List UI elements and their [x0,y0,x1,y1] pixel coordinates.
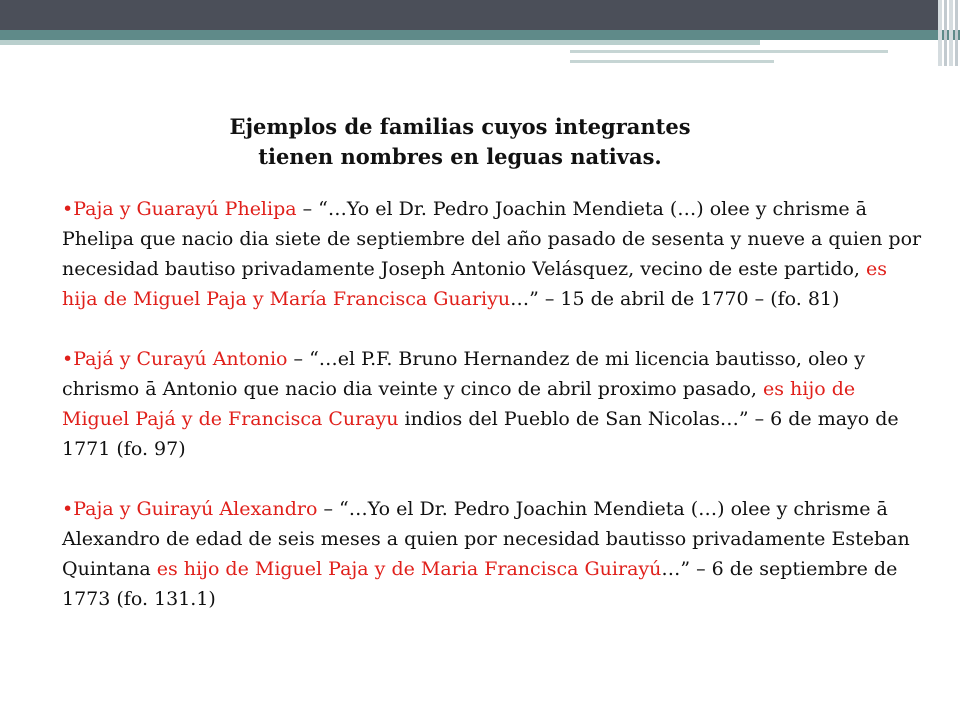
entry-name: Paja y Guirayú Alexandro [73,498,318,520]
entry-citation: …” – 15 de abril de 1770 – (fo. 81) [510,288,840,310]
bullet-icon: • [62,198,74,220]
list-item [62,194,922,314]
bullet-icon: • [62,498,74,520]
title-line-1: Ejemplos de familias cuyos integrantes [229,114,691,139]
entry-name: Pajá y Curayú Antonio [73,348,288,370]
entries-list [62,194,922,644]
entry-text: – “…el P.F. Bruno Hernandez de mi licencia bautisso, oleo y chrismo ā Antonio que nacio dia veinte y cinco de abril proximo pasado, [62,348,865,400]
header-accent-line-short [570,60,774,63]
entry-name: Paja y Guarayú Phelipa [73,198,297,220]
entry-citation: …” – 6 de septiembre de 1773 (fo. 131.1) [62,558,898,610]
header-dark-bar [0,0,940,30]
entry-highlight: es hijo de Miguel Pajá y de Francisca Curayu [62,378,856,430]
list-item [62,494,922,614]
header-accent-line [570,50,888,53]
entry-citation: indios del Pueblo de San Nicolas…” – 6 de mayo de 1771 (fo. 97) [62,408,899,460]
entry-highlight: es hijo de Miguel Paja y de Maria Francisca Guirayú [156,558,662,580]
corner-decoration [938,0,960,66]
slide-title [150,112,770,172]
header-teal-bar [0,30,960,40]
title-line-2: tienen nombres en leguas nativas. [258,144,662,169]
entry-highlight: es hija de Miguel Paja y María Francisca Guariyu [62,258,888,310]
entry-text: – “…Yo el Dr. Pedro Joachin Mendieta (…) olee y chrisme ā Alexandro de edad de seis meses a quien por necesidad bautisso privadamente Esteban Quintana [62,498,910,580]
header-teal-light-bar [0,40,760,45]
entry-text: – “…Yo el Dr. Pedro Joachin Mendieta (…) olee y chrisme ā Phelipa que nacio dia siete de septiembre del año pasado de sesenta y nueve a quien por necesidad bautiso privadamente Joseph Antonio Velásquez, vecino de este partido, [62,198,922,280]
list-item [62,344,922,464]
bullet-icon: • [62,348,74,370]
